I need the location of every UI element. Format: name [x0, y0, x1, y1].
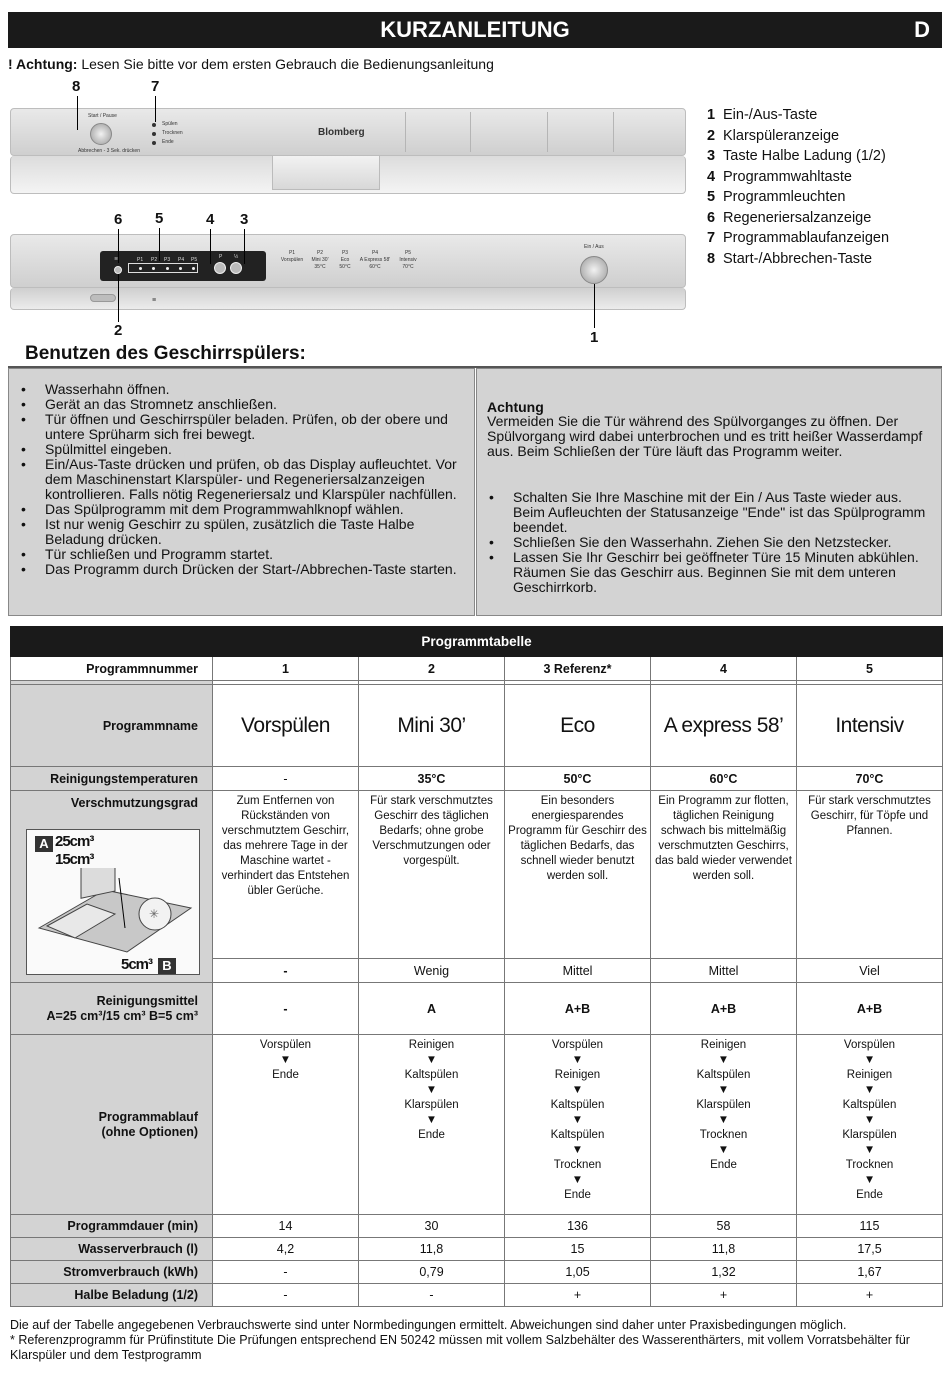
- start-cancel-button[interactable]: [90, 123, 112, 145]
- flow-arrow-icon: ▼: [863, 1114, 876, 1126]
- led-rinse: [152, 123, 156, 127]
- led-label-dry: Trocknen: [162, 130, 183, 136]
- panel-program-temp: 35°C: [314, 263, 326, 270]
- table-row: [11, 685, 943, 767]
- legend-item: [707, 208, 889, 229]
- flow-arrow-icon: ▼: [571, 1084, 584, 1096]
- display-label-p5: P5: [191, 257, 198, 263]
- program-flow: [797, 1035, 943, 1215]
- panel-program-name: Intensiv: [399, 256, 417, 263]
- program-flow: [651, 1035, 797, 1215]
- callout-5: 5: [155, 210, 164, 227]
- flow-step: Vorspülen: [259, 1039, 312, 1051]
- program-power: -: [213, 1261, 359, 1284]
- legend-number: 6: [707, 209, 716, 226]
- callout-7: 7: [151, 78, 160, 95]
- cancel-label: Abbrechen - 3 Sek. drücken: [78, 148, 140, 154]
- flow-step: Kaltspülen: [842, 1099, 897, 1111]
- start-label: Start / Pause: [88, 113, 117, 119]
- table-row: [11, 1215, 943, 1238]
- panel-program-code: P2: [316, 250, 324, 256]
- list-item: • Lassen Sie Ihr Geschirr bei geöffneter Türe 15 Minuten abkühlen. Räumen Sie das Geschirr aus. Beginnen Sie mit dem unteren Geschirrkorb.: [487, 550, 927, 595]
- display-label-p4: P4: [178, 257, 185, 263]
- program-duration: 58: [651, 1215, 797, 1238]
- program-duration: 115: [797, 1215, 943, 1238]
- led-end: [152, 141, 156, 145]
- door-handle: [272, 156, 380, 190]
- flow-step: Kaltspülen: [696, 1069, 751, 1081]
- panel-program-temp: 50°C: [339, 263, 351, 270]
- program-led: [192, 267, 195, 270]
- caution-box: [476, 368, 942, 616]
- display-label-p3: P3: [164, 257, 171, 263]
- program-led: [179, 267, 182, 270]
- legend-item: [707, 187, 889, 208]
- list-item: • Das Spülprogramm mit dem Programmwahlknopf wählen.: [19, 502, 459, 517]
- legend-number: 2: [707, 127, 716, 144]
- caution-steps-list: [487, 490, 927, 595]
- caution-text: Vermeiden Sie die Tür während des Spülvorganges zu öffnen. Der Spülvorgang wird dabei unterbrochen und es tritt heißer Wasserdampf aus. Beim Schließen der Türe läuft das Programm weiter.: [487, 413, 923, 459]
- program-description: Zum Entfernen von Rückständen von verschmutztem Geschirr, das mehrere Tage in der Maschine wartet - verhindert das Entstehen übler Gerüche.: [213, 791, 359, 959]
- program-half-load: +: [651, 1284, 797, 1307]
- display-label-p: P: [219, 254, 223, 260]
- program-detergent: A+B: [797, 983, 943, 1035]
- program-detergent: -: [213, 983, 359, 1035]
- legend-label: Taste Halbe Ladung (1/2): [723, 148, 886, 164]
- list-item: • Spülmittel eingeben.: [19, 442, 459, 457]
- row-label: Programmname: [11, 685, 213, 767]
- program-number: 4: [651, 657, 797, 681]
- legend-label: Start-/Abbrechen-Taste: [723, 250, 873, 267]
- flow-arrow-icon: ▼: [717, 1054, 730, 1066]
- legend-number: 1: [707, 107, 716, 123]
- callout-4: 4: [206, 211, 215, 228]
- callout-line: [244, 229, 245, 264]
- tag-b: B: [158, 958, 176, 974]
- list-item: • Schließen Sie den Wasserhahn. Ziehen Sie den Netzstecker.: [487, 535, 927, 550]
- program-led: [152, 267, 155, 270]
- legend-label: Klarspüleranzeige: [723, 127, 840, 144]
- footnote-1: Die auf der Tabelle angegebenen Verbrauchswerte sind unter Normbedingungen ermittelt. Abweichungen sind daher unter Praxisbedingungen möglich.: [10, 1318, 847, 1332]
- flow-step: Trocknen: [699, 1129, 748, 1141]
- led-label-rinse: Spülen: [162, 121, 178, 127]
- display-label-p1: P1: [137, 257, 144, 263]
- tag-a: A: [35, 836, 53, 852]
- flow-arrow-icon: ▼: [717, 1084, 730, 1096]
- program-water: 11,8: [651, 1238, 797, 1261]
- table-caption-row: [11, 627, 943, 657]
- power-button[interactable]: [580, 256, 608, 284]
- row-label: Programmablauf: [98, 1109, 198, 1124]
- panel-program-name: Mini 30': [311, 256, 329, 263]
- callout-line: [77, 96, 78, 130]
- program-select-button[interactable]: [214, 262, 226, 274]
- led-label-end: Ende: [162, 139, 174, 145]
- callout-line: [118, 229, 119, 263]
- legend-label: Ein-/Aus-Taste: [723, 107, 818, 123]
- flow-step: Klarspülen: [404, 1099, 459, 1111]
- panel-program-code: P5: [404, 250, 412, 256]
- callout-line: [594, 284, 595, 328]
- salt-indicator: [114, 266, 122, 274]
- flow-step: Klarspülen: [696, 1099, 751, 1111]
- callout-line: [210, 229, 211, 264]
- panel-divider: [547, 112, 548, 152]
- program-name: Vorspülen: [213, 685, 359, 767]
- program-number: 1: [213, 657, 359, 681]
- program-description: Für stark verschmutztes Geschirr des täglichen Bedarfs; ohne grobe Verschmutzungen oder vorgespült.: [359, 791, 505, 959]
- legend-label: Programmablaufanzeigen: [723, 230, 890, 246]
- program-temp: 35°C: [359, 767, 505, 791]
- flow-step: Vorspülen: [551, 1039, 604, 1051]
- flow-arrow-icon: ▼: [279, 1054, 292, 1066]
- row-label: Reinigungsmittel: [96, 993, 198, 1008]
- legend-label: Regeneriersalzanzeige: [723, 209, 872, 226]
- list-item: • Schalten Sie Ihre Maschine mit der Ein / Aus Taste wieder aus. Beim Aufleuchten der Statusanzeige "Ende" ist das Spülprogramm beendet.: [487, 490, 927, 535]
- panel-program-code: P4: [371, 250, 379, 256]
- panel-program-temp: 70°C: [402, 263, 414, 270]
- brand-logo: Blomberg: [318, 127, 365, 138]
- list-item: • Gerät an das Stromnetz anschließen.: [19, 397, 459, 412]
- program-flow: [505, 1035, 651, 1215]
- panel-legend: [707, 105, 889, 269]
- callout-3: 3: [240, 211, 249, 228]
- legend-item: [707, 126, 889, 147]
- svg-text:✳: ✳: [149, 907, 160, 921]
- list-item: • Tür schließen und Programm startet.: [19, 547, 459, 562]
- callout-line: [118, 274, 119, 322]
- program-water: 11,8: [359, 1238, 505, 1261]
- program-name: Eco: [505, 685, 651, 767]
- program-power: 1,05: [505, 1261, 651, 1284]
- page-title: KURZANLEITUNG: [380, 17, 570, 42]
- footnote-2: * Referenzprogramm für Prüfinstitute Die Prüfungen entsprechend EN 50242 müssen mit vollem Salzbehälter des Wasserenthärters, mit vollem Vorratsbehälter für Klarspüler und dem Testprogramm: [10, 1333, 910, 1362]
- program-number: 5: [797, 657, 943, 681]
- row-label: Wasserverbrauch (l): [11, 1238, 213, 1261]
- program-detergent: A+B: [651, 983, 797, 1035]
- row-label: Programmnummer: [11, 657, 213, 681]
- legend-number: 8: [707, 250, 716, 267]
- flow-arrow-icon: ▼: [717, 1144, 730, 1156]
- callout-line: [155, 96, 156, 122]
- flow-arrow-icon: ▼: [863, 1174, 876, 1186]
- program-soil: Mittel: [505, 959, 651, 983]
- program-half-load: -: [213, 1284, 359, 1307]
- panel-program-name: Vorspülen: [280, 256, 304, 263]
- row-label-detergent: [11, 983, 213, 1035]
- flow-step: Ende: [418, 1129, 445, 1141]
- flow-step: Trocknen: [553, 1159, 602, 1171]
- footnotes: [10, 1318, 940, 1363]
- row-label: Reinigungstemperaturen: [11, 767, 213, 791]
- list-item: • Ein/Aus-Taste drücken und prüfen, ob das Display aufleuchtet. Vor dem Maschinenstart Klarspüler- und Regeneriersalzanzeigen kontrollieren. Falls nötig Regeneriersalz und Klarspüler nachfüllen.: [19, 457, 459, 502]
- program-power: 0,79: [359, 1261, 505, 1284]
- flow-arrow-icon: ▼: [425, 1054, 438, 1066]
- program-power: 1,67: [797, 1261, 943, 1284]
- program-water: 17,5: [797, 1238, 943, 1261]
- program-number: 3 Referenz*: [505, 657, 651, 681]
- program-half-load: +: [797, 1284, 943, 1307]
- flow-step: Kaltspülen: [550, 1129, 605, 1141]
- row-label: Halbe Beladung (1/2): [11, 1284, 213, 1307]
- flow-arrow-icon: ▼: [571, 1174, 584, 1186]
- section-heading: Benutzen des Geschirrspülers:: [25, 343, 306, 364]
- legend-number: 5: [707, 189, 716, 205]
- salt-icon: ≋: [114, 256, 119, 262]
- table-row: [11, 657, 943, 681]
- program-half-load: -: [359, 1284, 505, 1307]
- row-label: Programmdauer (min): [11, 1215, 213, 1238]
- row-label-sub: A=25 cm³/15 cm³ B=5 cm³: [46, 1008, 198, 1023]
- panel-program-code: P1: [288, 250, 296, 256]
- flow-step: Ende: [856, 1189, 883, 1201]
- program-detergent: A+B: [505, 983, 651, 1035]
- program-name: Intensiv: [797, 685, 943, 767]
- flow-arrow-icon: ▼: [863, 1084, 876, 1096]
- program-temp: -: [213, 767, 359, 791]
- program-temp: 60°C: [651, 767, 797, 791]
- program-water: 4,2: [213, 1238, 359, 1261]
- program-duration: 136: [505, 1215, 651, 1238]
- flow-arrow-icon: ▼: [425, 1114, 438, 1126]
- program-name: A express 58’: [651, 685, 797, 767]
- program-flow: [359, 1035, 505, 1215]
- row-label-sub: (ohne Optionen): [101, 1124, 198, 1139]
- flow-step: Klarspülen: [842, 1129, 897, 1141]
- amount-a1: 25cm³: [55, 833, 94, 850]
- program-soil: Viel: [797, 959, 943, 983]
- amount-a2: 15cm³: [55, 851, 94, 868]
- program-half-load: +: [505, 1284, 651, 1307]
- half-load-button[interactable]: [230, 262, 242, 274]
- list-item: • Tür öffnen und Geschirrspüler beladen. Prüfen, ob der obere und untere Sprüharm sich frei bewegt.: [19, 412, 459, 442]
- table-row: [11, 767, 943, 791]
- panel-program-temp: 60°C: [369, 263, 381, 270]
- row-label-flow: [11, 1035, 213, 1215]
- legend-item: [707, 228, 889, 249]
- warning-prefix: ! Achtung:: [8, 56, 78, 72]
- flow-step: Ende: [564, 1189, 591, 1201]
- flow-arrow-icon: ▼: [571, 1144, 584, 1156]
- program-led: [139, 267, 142, 270]
- warning-text: Lesen Sie bitte vor dem ersten Gebrauch die Bedienungsanleitung: [77, 56, 494, 72]
- program-description: Ein Programm zur flotten, täglichen Reinigung schwach bis mittelmäßig verschmutzten Geschirrs, das bald wieder verwendet werden soll.: [651, 791, 797, 959]
- flow-arrow-icon: ▼: [425, 1084, 438, 1096]
- panel-program-name: A Express 58': [359, 256, 391, 263]
- caution-heading: Achtung: [487, 399, 544, 415]
- panel-divider: [470, 112, 471, 152]
- callout-2: 2: [114, 322, 123, 339]
- display-label-half: ½: [234, 254, 239, 260]
- list-item: • Das Programm durch Drücken der Start-/Abbrechen-Taste starten.: [19, 562, 459, 577]
- flow-arrow-icon: ▼: [571, 1054, 584, 1066]
- usage-steps-box: [8, 368, 475, 616]
- program-power: 1,32: [651, 1261, 797, 1284]
- program-description: Ein besonders energiesparendes Programm für Geschirr des täglichen Bedarfs, das schnell wieder benutzt werden soll.: [505, 791, 651, 959]
- program-name: Mini 30’: [359, 685, 505, 767]
- list-item: • Ist nur wenig Geschirr zu spülen, zusätzlich die Taste Halbe Beladung drücken.: [19, 517, 459, 547]
- panel-divider: [613, 112, 614, 152]
- program-duration: 14: [213, 1215, 359, 1238]
- table-row: [11, 1035, 943, 1215]
- program-water: 15: [505, 1238, 651, 1261]
- legend-number: 3: [707, 148, 716, 164]
- table-row: [11, 1284, 943, 1307]
- flow-step: Ende: [710, 1159, 737, 1171]
- program-flow: [213, 1035, 359, 1215]
- flow-arrow-icon: ▼: [863, 1054, 876, 1066]
- flow-step: Reinigen: [408, 1039, 455, 1051]
- panel-divider: [405, 112, 406, 152]
- legend-item: [707, 249, 889, 270]
- power-label: Ein / Aus: [584, 244, 604, 250]
- legend-item: [707, 105, 889, 126]
- legend-item: [707, 167, 889, 188]
- warning-line: [8, 56, 494, 72]
- program-led: [166, 267, 169, 270]
- legend-number: 4: [707, 168, 716, 185]
- flow-step: Reinigen: [554, 1069, 601, 1081]
- program-description: Für stark verschmutztes Geschirr, für Töpfe und Pfannen.: [797, 791, 943, 959]
- flow-step: Vorspülen: [843, 1039, 896, 1051]
- flow-step: Trocknen: [845, 1159, 894, 1171]
- row-label: Verschmutzungsgrad: [70, 796, 198, 810]
- row-label: Stromverbrauch (kWh): [11, 1261, 213, 1284]
- callout-line: [159, 228, 160, 261]
- flow-arrow-icon: ▼: [863, 1144, 876, 1156]
- flow-step: Reinigen: [700, 1039, 747, 1051]
- program-duration: 30: [359, 1215, 505, 1238]
- callout-8: 8: [72, 78, 81, 95]
- program-temp: 70°C: [797, 767, 943, 791]
- panel-program-code: P3: [341, 250, 349, 256]
- program-soil: Wenig: [359, 959, 505, 983]
- program-soil: Mittel: [651, 959, 797, 983]
- title-bar: [8, 12, 942, 48]
- flow-step: Ende: [272, 1069, 299, 1081]
- dispenser-drawing: [35, 868, 195, 956]
- legend-label: Programmwahltaste: [723, 168, 852, 185]
- table-caption: Programmtabelle: [11, 627, 943, 657]
- usage-steps-list: [19, 382, 459, 577]
- flow-step: Reinigen: [846, 1069, 893, 1081]
- flow-arrow-icon: ▼: [571, 1114, 584, 1126]
- callout-1: 1: [590, 329, 599, 346]
- panel-program-5: [388, 250, 428, 270]
- language-code: D: [914, 17, 930, 42]
- program-temp: 50°C: [505, 767, 651, 791]
- list-item: • Wasserhahn öffnen.: [19, 382, 459, 397]
- flow-step: Kaltspülen: [404, 1069, 459, 1081]
- table-row: [11, 1261, 943, 1284]
- panel-program-name: Eco: [340, 256, 350, 263]
- flow-step: Kaltspülen: [550, 1099, 605, 1111]
- program-number: 2: [359, 657, 505, 681]
- led-dry: [152, 132, 156, 136]
- menu-lines-icon: ≡: [152, 297, 157, 304]
- amount-b: 5cm³: [121, 956, 153, 973]
- legend-label: Programmleuchten: [723, 189, 846, 205]
- legend-item: [707, 146, 889, 167]
- salt-lid-icon: [90, 294, 116, 302]
- program-detergent: A: [359, 983, 505, 1035]
- callout-6: 6: [114, 211, 123, 228]
- legend-number: 7: [707, 230, 716, 246]
- program-soil: -: [213, 959, 359, 983]
- detergent-dispenser-image: [26, 829, 200, 975]
- flow-arrow-icon: ▼: [717, 1114, 730, 1126]
- table-row: [11, 983, 943, 1035]
- table-row: [11, 1238, 943, 1261]
- display-label-p2: P2: [151, 257, 158, 263]
